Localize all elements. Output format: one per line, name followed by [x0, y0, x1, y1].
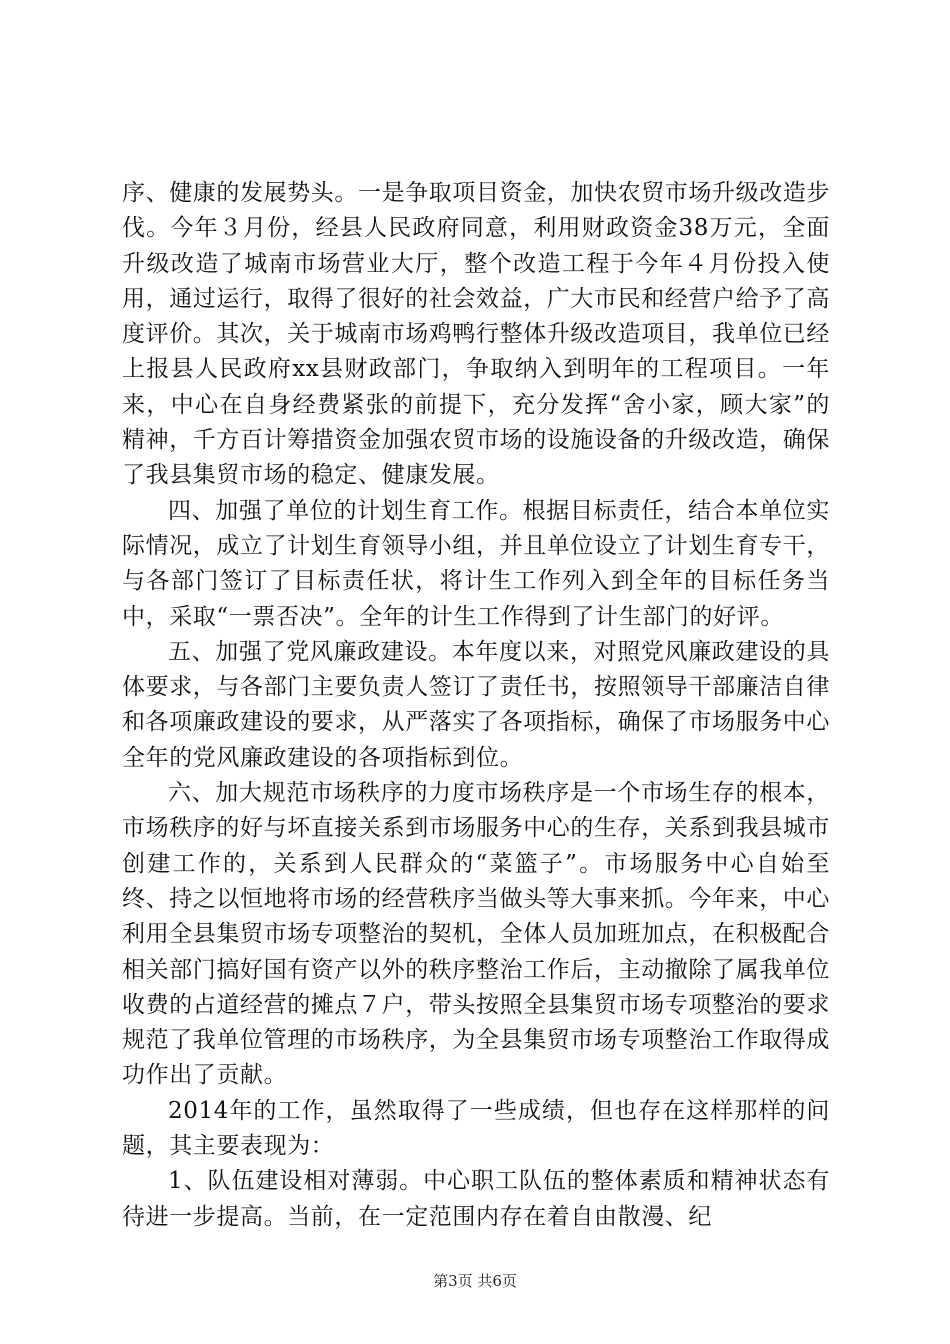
paragraph-family-planning: 四、加强了单位的计划生育工作。根据目标责任，结合本单位实际情况，成立了计划生育领导小组，并且单位设立了计划生育专干，与各部门签订了目标责任状，将计生工作列入到全年的目标任务当中，采取“一票否决”。全年的计生工作得到了计生部门的好评。	[122, 497, 830, 630]
document-body	[122, 176, 830, 1235]
paragraph-party-conduct: 五、加强了党风廉政建设。本年度以来，对照党风廉政建设的具体要求，与各部门主要负责人签订了责任书，按照领导干部廉洁自律和各项廉政建设的要求，从严落实了各项指标，确保了市场服务中心全年的党风廉政建设的各项指标到位。	[122, 638, 830, 771]
paragraph-team-building: 1、队伍建设相对薄弱。中心职工队伍的整体素质和精神状态有待进一步提高。当前，在一定范围内存在着自由散漫、纪	[122, 1168, 830, 1230]
paragraph-market-order: 六、加大规范市场秩序的力度市场秩序是一个市场生存的根本，市场秩序的好与坏直接关系到市场服务中心的生存，关系到我县城市创建工作的，关系到人民群众的“菜篮子”。市场服务中心自始至终、持之以恒地将市场的经营秩序当做头等大事来抓。今年来，中心利用全县集贸市场专项整治的契机，全体人员加班加点，在积极配合相关部门搞好国有资产以外的秩序整治工作后，主动撤除了属我单位收费的占道经营的摊点７户，带头按照全县集贸市场专项整治的要求规范了我单位管理的市场秩序，为全县集贸市场专项整治工作取得成功作出了贡献。	[122, 780, 830, 1089]
page-number-footer: 第3页 共6页	[433, 1272, 517, 1290]
paragraph-problems-intro: 2014年的工作，虽然取得了一些成绩，但也存在这样那样的问题，其主要表现为：	[122, 1097, 830, 1160]
paragraph-continuation: 序、健康的发展势头。一是争取项目资金，加快农贸市场升级改造步伐。今年３月份，经县人民政府同意，利用财政资金38万元，全面升级改造了城南市场营业大厅，整个改造工程于今年４月份投入使用，通过运行，取得了很好的社会效益，广大市民和经营户给予了高度评价。其次，关于城南市场鸡鸭行整体升级改造项目，我单位已经上报县人民政府xx县财政部门，争取纳入到明年的工程项目。一年来，中心在自身经费紧张的前提下，充分发挥“舍小家，顾大家”的精神，千方百计筹措资金加强农贸市场的设施设备的升级改造，确保了我县集贸市场的稳定、健康发展。	[122, 180, 830, 489]
